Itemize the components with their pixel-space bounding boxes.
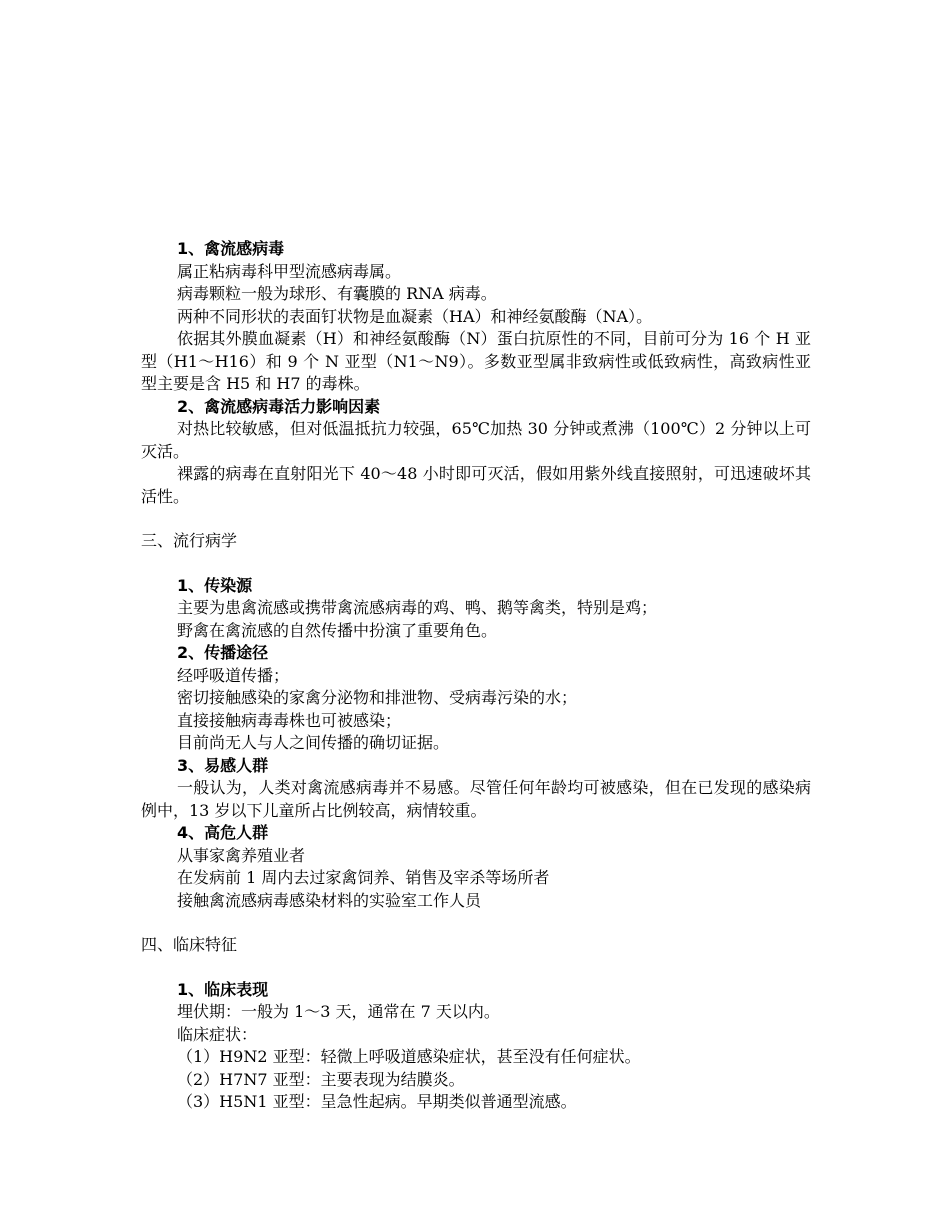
paragraph: （2）H7N7 亚型：主要表现为结膜炎。: [177, 1069, 465, 1089]
heading-virus-viability-factors: 2、禽流感病毒活力影响因素: [177, 396, 381, 416]
paragraph: 裸露的病毒在直射阳光下 40～48 小时即可灭活，假如用紫外线直接照射，可迅速破坏其活性。: [141, 464, 811, 506]
paragraph: 在发病前 1 周内去过家禽饲养、销售及宰杀等场所者: [177, 868, 550, 887]
heading-source-of-infection: 1、传染源: [177, 575, 253, 595]
paragraph: 经呼吸道传播；: [177, 665, 290, 685]
paragraph: 从事家禽养殖业者: [177, 845, 306, 865]
paragraph: 埋伏期：一般为 1～3 天，通常在 7 天以内。: [177, 1002, 500, 1021]
paragraph: 密切接触感染的家禽分泌物和排泄物、受病毒污染的水；: [177, 688, 578, 707]
section-title-epidemiology: 三、流行病学: [141, 531, 238, 550]
paragraph: （3）H5N1 亚型：呈急性起病。早期类似普通型流感。: [177, 1092, 577, 1111]
section-title-clinical-features: 四、临床特征: [141, 935, 238, 954]
heading-avian-influenza-virus: 1、禽流感病毒: [177, 239, 285, 258]
heading-high-risk-population: 4、高危人群: [177, 823, 269, 842]
paragraph: 一般认为，人类对禽流感病毒并不易感。尽管任何年龄均可被感染，但在已发现的感染病例中，13 岁以下儿童所占比例较高，病情较重。: [141, 778, 811, 820]
document-body: [141, 238, 811, 1114]
paragraph: 主要为患禽流感或携带禽流感病毒的鸡、鸭、鹅等禽类，特别是鸡；: [177, 598, 658, 617]
heading-susceptible-population: 3、易感人群: [177, 755, 269, 775]
paragraph: 目前尚无人与人之间传播的确切证据。: [177, 733, 450, 752]
paragraph: 直接接触病毒毒株也可被感染；: [177, 710, 402, 730]
paragraph: 野禽在禽流感的自然传播中扮演了重要角色。: [177, 620, 498, 640]
paragraph: 两种不同形状的表面钉状物是血凝素（HA）和神经氨酸酶（NA）。: [177, 306, 653, 326]
paragraph: 属正粘病毒科甲型流感病毒属。: [177, 261, 402, 281]
heading-clinical-manifestations: 1、临床表现: [177, 979, 269, 999]
paragraph: 接触禽流感病毒感染材料的实验室工作人员: [177, 890, 482, 910]
paragraph: 对热比较敏感，但对低温抵抗力较强，65℃加热 30 分钟或煮沸（100℃）2 分钟以上可灭活。: [141, 419, 811, 461]
paragraph: 依据其外膜血凝素（H）和神经氨酸酶（N）蛋白抗原性的不同，目前可分为 16 个 H 亚型（H1～H16）和 9 个 N 亚型（N1～N9）。多数亚型属非致病性或低致病性，高致病性亚型主要是含 H5 和 H7 的毒株。: [141, 329, 811, 393]
heading-transmission-route: 2、传播途径: [177, 643, 269, 662]
paragraph: （1）H9N2 亚型：轻微上呼吸道感染症状，甚至没有任何症状。: [177, 1047, 641, 1066]
paragraph: 临床症状：: [177, 1024, 258, 1044]
paragraph: 病毒颗粒一般为球形、有囊膜的 RNA 病毒。: [177, 284, 497, 303]
